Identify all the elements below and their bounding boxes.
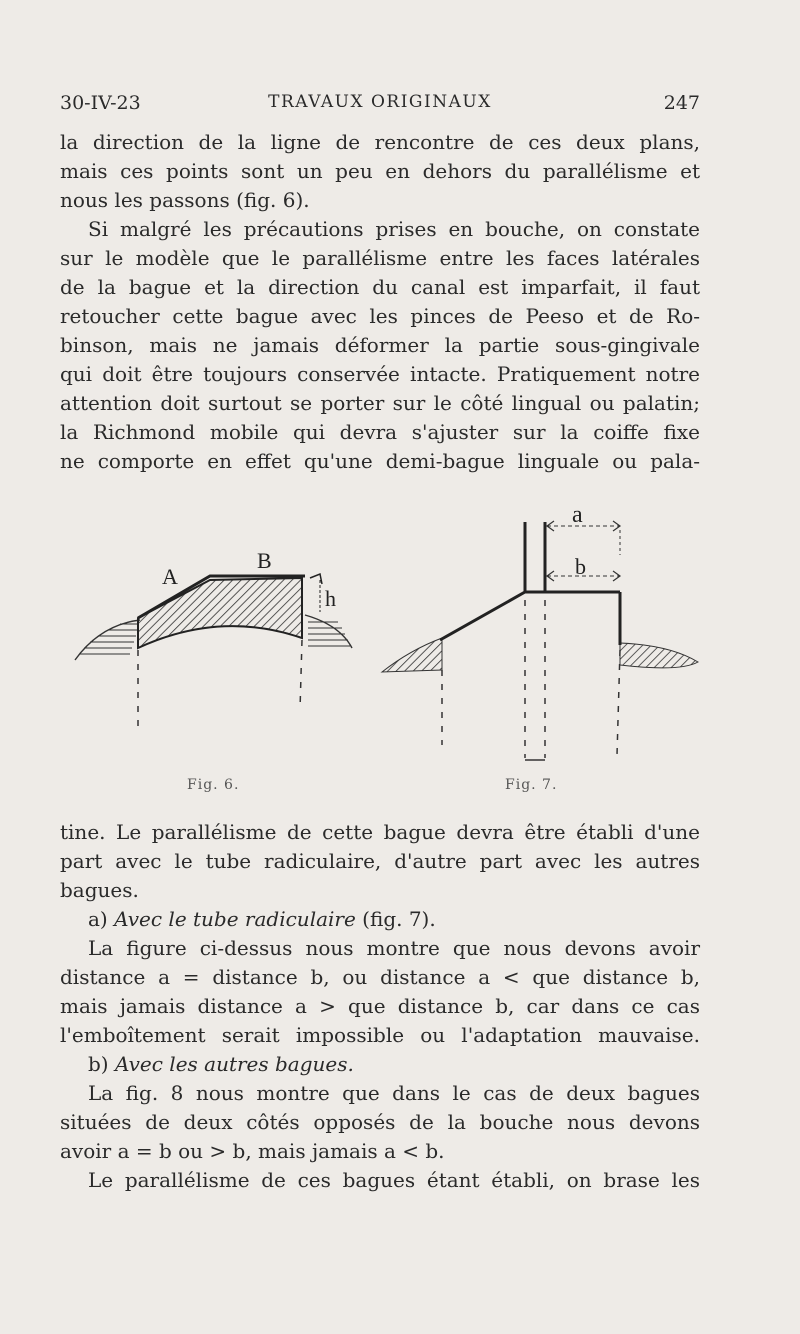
header-title: TRAVAUX ORIGINAUX — [268, 92, 492, 112]
text-line: Si malgré les précautions prises en bouche, on constate — [88, 217, 700, 241]
text-line: mais jamais distance a > que distance b, car dans ce cas — [60, 994, 700, 1018]
section-a-prefix: a) — [88, 907, 115, 931]
text-line: situées de deux côtés opposés de la bouche nous devons — [60, 1110, 700, 1134]
figure-6-caption: Fig. 6. — [187, 777, 240, 793]
text-line: bagues. — [60, 878, 139, 902]
figure-7-caption: Fig. 7. — [505, 777, 558, 793]
figure-7-diagram — [380, 500, 710, 770]
text-line: retoucher cette bague avec les pinces de Peeso et de Ro- — [60, 304, 700, 328]
page-number: 247 — [663, 92, 700, 114]
text-line: l'emboîtement serait impossible ou l'adaptation mauvaise. — [60, 1023, 700, 1047]
crown-outline — [440, 592, 620, 640]
root-line-right — [617, 650, 620, 755]
section-a-heading — [60, 905, 700, 934]
text-line: mais ces points sont un peu en dehors du parallélisme et — [60, 159, 700, 183]
label-a: A — [162, 564, 178, 589]
root-line-right — [300, 640, 302, 710]
text-line: La fig. 8 nous montre que dans le cas de deux bagues — [88, 1081, 700, 1105]
paragraph-1 — [60, 128, 700, 215]
paragraph-5 — [60, 1079, 700, 1166]
paragraph-4 — [60, 934, 700, 1050]
section-a-title: Avec le tube radiculaire — [114, 907, 356, 931]
text-block-top — [60, 128, 700, 476]
label-b: B — [257, 548, 272, 573]
section-a-suffix: (fig. 7). — [355, 907, 436, 931]
label-h: h — [325, 586, 336, 611]
gum-right — [620, 643, 698, 668]
label-a: a — [572, 502, 583, 528]
paragraph-6 — [60, 1166, 700, 1195]
text-line: sur le modèle que le parallélisme entre les faces latérales — [60, 246, 700, 270]
text-line: part avec le tube radiculaire, d'autre part avec les autres — [60, 849, 700, 873]
section-b-prefix: b) — [88, 1052, 115, 1076]
gum-line-right — [305, 615, 352, 648]
text-line: Le parallélisme de ces bagues étant établi, on brase les — [88, 1168, 700, 1192]
text-line: La figure ci-dessus nous montre que nous devons avoir — [88, 936, 700, 960]
figure-6-diagram — [70, 530, 360, 760]
text-line: la direction de la ligne de rencontre de ces deux plans, — [60, 130, 700, 154]
text-line: la Richmond mobile qui devra s'ajuster sur la coiffe fixe — [60, 420, 700, 444]
text-line: attention doit surtout se porter sur le côté lingual ou palatin; — [60, 391, 700, 415]
text-line: binson, mais ne jamais déformer la partie sous-gingivale — [60, 333, 700, 357]
gum-left — [382, 638, 442, 672]
running-header — [60, 92, 700, 120]
paragraph-2 — [60, 215, 700, 476]
label-b: b — [575, 554, 586, 579]
paragraph-3 — [60, 818, 700, 905]
text-line: nous les passons (fig. 6). — [60, 188, 310, 212]
text-line: distance a = distance b, ou distance a < que distance b, — [60, 965, 700, 989]
header-date: 30-IV-23 — [60, 92, 141, 114]
text-line: tine. Le parallélisme de cette bague devra être établi d'une — [60, 820, 700, 844]
section-b-heading — [60, 1050, 700, 1079]
text-line: de la bague et la direction du canal est imparfait, il faut — [60, 275, 700, 299]
text-block-bottom — [60, 818, 700, 1195]
text-line: avoir a = b ou > b, mais jamais a < b. — [60, 1139, 445, 1163]
section-b-title: Avec les autres bagues. — [114, 1052, 354, 1076]
text-line: ne comporte en effet qu'une demi-bague linguale ou pala- — [60, 449, 700, 473]
text-line: qui doit être toujours conservée intacte. Pratiquement notre — [60, 362, 700, 386]
